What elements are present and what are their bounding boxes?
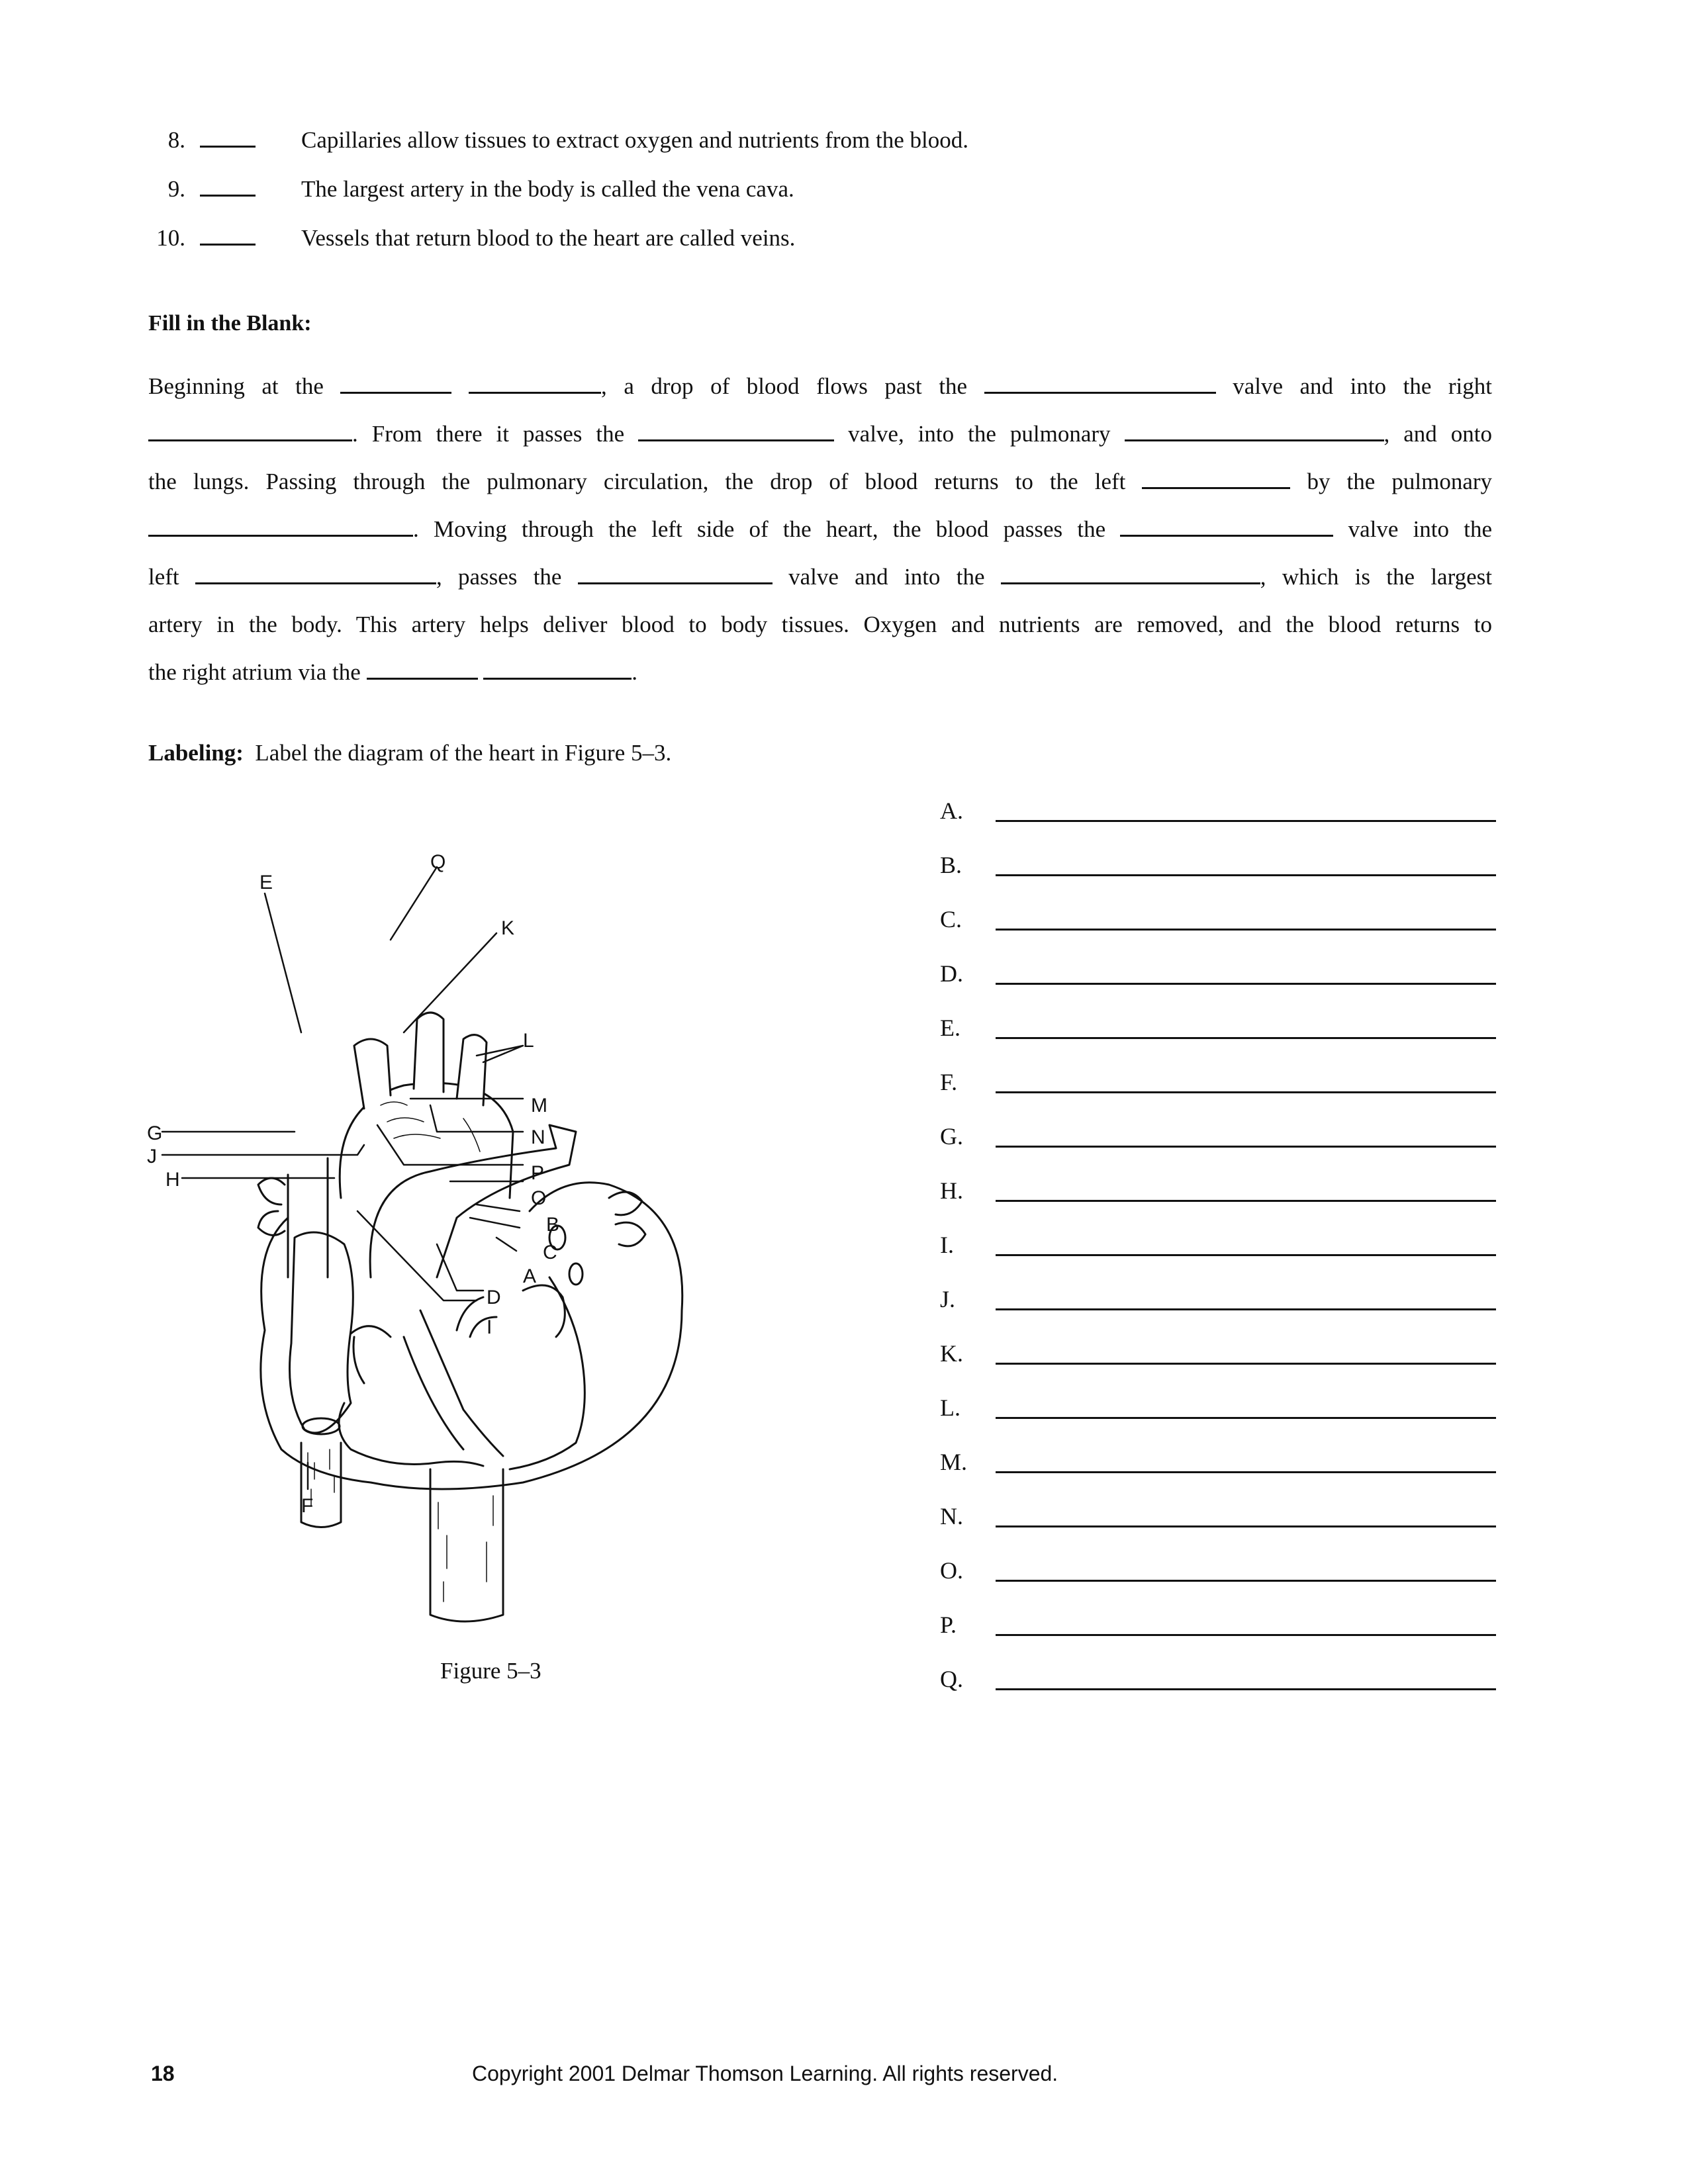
fill-in-heading: Fill in the Blank: xyxy=(148,311,312,336)
paragraph-line xyxy=(148,506,1492,553)
answer-rule[interactable] xyxy=(996,1525,1496,1527)
text-segment: , a drop of blood flows past the xyxy=(601,373,968,399)
tf-item-9 xyxy=(139,176,794,203)
answer-letter: K. xyxy=(940,1340,963,1367)
text-segment: valve and into the right xyxy=(1233,373,1493,399)
answer-line-g[interactable] xyxy=(940,1117,1496,1150)
answer-blank[interactable] xyxy=(483,659,632,680)
answer-blank[interactable] xyxy=(148,421,352,441)
text-segment: . Moving through the left side of the heart, the blood passes the xyxy=(413,516,1106,542)
tf-item-8 xyxy=(139,127,968,154)
tf-statement: Vessels that return blood to the heart are called veins. xyxy=(301,225,796,251)
answer-line-o[interactable] xyxy=(940,1551,1496,1584)
answer-letter: N. xyxy=(940,1503,963,1529)
answer-rule[interactable] xyxy=(996,1471,1496,1473)
answer-letter: H. xyxy=(940,1177,963,1204)
answer-letter: E. xyxy=(940,1015,961,1041)
callout-label-d: D xyxy=(487,1287,501,1308)
callout-label-q: Q xyxy=(430,851,446,873)
right-ventricle-wall xyxy=(339,1403,483,1466)
callout-label-b: B xyxy=(546,1214,560,1236)
answer-line-p[interactable] xyxy=(940,1606,1496,1639)
answer-rule[interactable] xyxy=(996,1688,1496,1690)
answer-line-j[interactable] xyxy=(940,1280,1496,1313)
answer-blank[interactable] xyxy=(340,373,451,394)
answer-rule[interactable] xyxy=(996,1091,1496,1093)
text-segment: the lungs. Passing through the pulmonary circulation, the drop of blood returns to the left xyxy=(148,469,1126,494)
answer-line-k[interactable] xyxy=(940,1334,1496,1367)
answer-blank[interactable] xyxy=(469,373,601,394)
callout-label-l: L xyxy=(523,1030,534,1052)
answer-line-f[interactable] xyxy=(940,1063,1496,1096)
answer-line-b[interactable] xyxy=(940,846,1496,879)
answer-line-i[interactable] xyxy=(940,1226,1496,1259)
text-segment: artery in the body. This artery helps deliver blood to body tissues. Oxygen and nutrients are removed, and the blood returns to xyxy=(148,612,1492,637)
left-carotid-artery xyxy=(414,1013,444,1092)
answer-blank[interactable] xyxy=(984,373,1216,394)
answer-line-a[interactable] xyxy=(940,792,1496,825)
answer-letter: C. xyxy=(940,906,962,933)
labeling-instructions xyxy=(148,740,671,766)
paragraph-line xyxy=(148,553,1492,601)
answer-blank[interactable] xyxy=(1001,564,1260,584)
tricuspid-valve xyxy=(351,1326,391,1383)
answer-blank[interactable] xyxy=(638,421,834,441)
answer-line-m[interactable] xyxy=(940,1443,1496,1476)
mitral-valve xyxy=(523,1285,565,1337)
answer-letter: J. xyxy=(940,1286,956,1312)
fill-in-paragraph xyxy=(148,363,1492,696)
callout-label-o: O xyxy=(531,1187,547,1209)
callout-label-a: A xyxy=(523,1265,537,1287)
callout-label-n: N xyxy=(531,1126,545,1148)
tf-number: 9. xyxy=(167,176,185,202)
tf-statement: Capillaries allow tissues to extract oxygen and nutrients from the blood. xyxy=(301,127,968,153)
answer-letter: F. xyxy=(940,1069,958,1095)
answer-letter: B. xyxy=(940,852,962,878)
text-segment: left xyxy=(148,564,179,590)
text-segment: Beginning at the xyxy=(148,373,324,399)
answer-rule[interactable] xyxy=(996,1634,1496,1636)
answer-line-e[interactable] xyxy=(940,1009,1496,1042)
answer-rule[interactable] xyxy=(996,929,1496,931)
tf-item-10 xyxy=(139,225,796,251)
answer-line-n[interactable] xyxy=(940,1497,1496,1530)
text-segment: valve, into the pulmonary xyxy=(848,421,1111,447)
answer-rule[interactable] xyxy=(996,1363,1496,1365)
answer-line-l[interactable] xyxy=(940,1388,1496,1422)
answer-blank[interactable] xyxy=(148,516,413,537)
text-segment: . From there it passes the xyxy=(352,421,625,447)
answer-rule[interactable] xyxy=(996,1254,1496,1256)
answer-rule[interactable] xyxy=(996,1200,1496,1202)
text-segment: , which is the largest xyxy=(1260,564,1492,590)
tf-number: 10. xyxy=(156,225,185,251)
callout-label-h: H xyxy=(165,1169,180,1191)
answer-rule[interactable] xyxy=(996,1037,1496,1039)
answer-rule[interactable] xyxy=(996,820,1496,822)
figure-caption: Figure 5–3 xyxy=(440,1658,541,1684)
tf-answer-blank[interactable] xyxy=(200,127,256,148)
left-atrium-opening xyxy=(569,1263,583,1285)
descending-aorta xyxy=(430,1469,503,1621)
paragraph-line xyxy=(148,363,1492,410)
answer-rule[interactable] xyxy=(996,1308,1496,1310)
answer-letter: A. xyxy=(940,797,963,824)
answer-letter: I. xyxy=(940,1232,954,1258)
answer-rule[interactable] xyxy=(996,1417,1496,1419)
answer-blank[interactable] xyxy=(1142,469,1290,489)
callout-label-c: C xyxy=(543,1242,557,1263)
copyright-notice: Copyright 2001 Delmar Thomson Learning. All rights reserved. xyxy=(472,2062,1058,2085)
callout-label-f: F xyxy=(301,1495,314,1517)
text-segment: . xyxy=(632,659,637,685)
answer-blank[interactable] xyxy=(367,659,478,680)
text-segment: valve and into the xyxy=(788,564,985,590)
answer-line-d[interactable] xyxy=(940,954,1496,987)
answer-blank[interactable] xyxy=(195,564,436,584)
page-number: 18 xyxy=(151,2062,175,2085)
callout-label-i: I xyxy=(487,1316,492,1338)
labeling-heading: Labeling: xyxy=(148,740,244,766)
answer-rule[interactable] xyxy=(996,983,1496,985)
paragraph-line xyxy=(148,458,1492,506)
answer-letter: L. xyxy=(940,1394,961,1421)
left-subclavian-artery xyxy=(457,1035,487,1105)
answer-letter: M. xyxy=(940,1449,968,1475)
callout-label-e: E xyxy=(259,872,273,893)
paragraph-line xyxy=(148,649,1492,696)
answer-line-h[interactable] xyxy=(940,1171,1496,1205)
paragraph-line xyxy=(148,601,1492,649)
answer-blank[interactable] xyxy=(1125,421,1384,441)
answer-letter: D. xyxy=(940,960,963,987)
tf-answer-blank[interactable] xyxy=(200,176,256,197)
answer-letter: P. xyxy=(940,1612,957,1638)
answer-line-c[interactable] xyxy=(940,900,1496,933)
callout-label-j: J xyxy=(147,1146,157,1167)
heart-diagram xyxy=(147,814,814,1661)
callout-label-k: K xyxy=(501,917,515,939)
answer-blank[interactable] xyxy=(1120,516,1333,537)
answer-letter: Q. xyxy=(940,1666,963,1692)
text-segment: , passes the xyxy=(436,564,562,590)
text-segment: by the pulmonary xyxy=(1307,469,1493,494)
left-ventricle-wall xyxy=(510,1277,585,1469)
text-segment: , and onto xyxy=(1383,421,1493,447)
tf-statement: The largest artery in the body is called the vena cava. xyxy=(301,176,794,202)
text-segment: the right atrium via the xyxy=(148,659,361,685)
tf-answer-blank[interactable] xyxy=(200,225,256,246)
callout-label-m: M xyxy=(531,1095,547,1116)
callout-label-g: G xyxy=(147,1122,163,1144)
answer-rule[interactable] xyxy=(996,1580,1496,1582)
paragraph-line xyxy=(148,410,1492,458)
text-segment: valve into the xyxy=(1348,516,1492,542)
answer-letter: G. xyxy=(940,1123,963,1150)
labeling-instruction-text: Label the diagram of the heart in Figure 5–3. xyxy=(255,740,672,766)
tf-number: 8. xyxy=(167,127,185,153)
callout-label-p: P xyxy=(531,1162,545,1184)
answer-rule[interactable] xyxy=(996,1146,1496,1148)
answer-letter: O. xyxy=(940,1557,963,1584)
answer-line-q[interactable] xyxy=(940,1660,1496,1693)
answer-rule[interactable] xyxy=(996,874,1496,876)
answer-blank[interactable] xyxy=(578,564,773,584)
